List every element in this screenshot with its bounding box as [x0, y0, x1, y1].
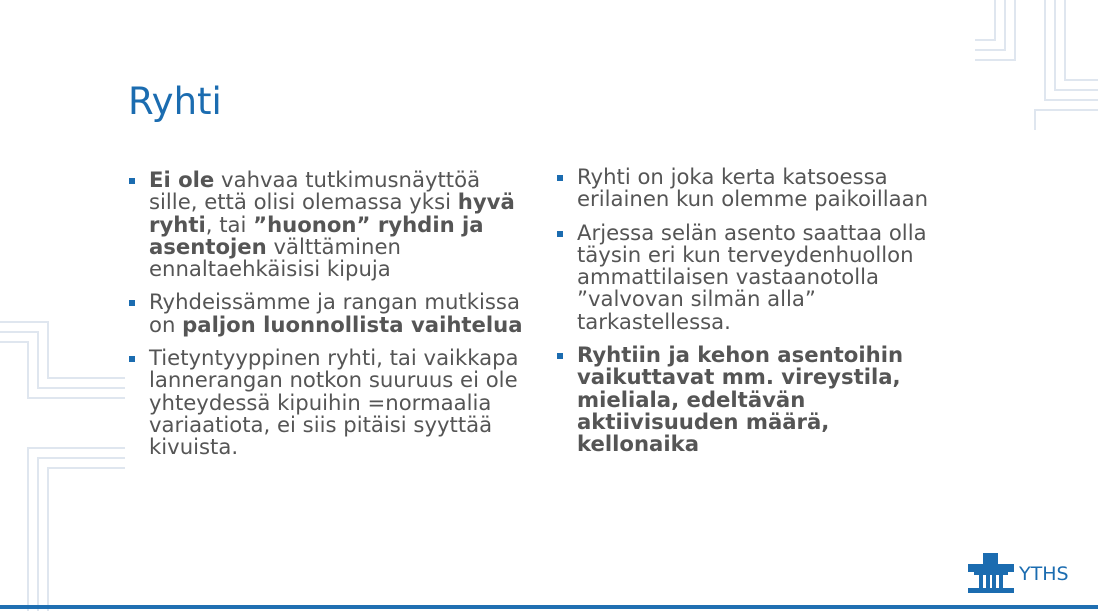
corner-cross-decoration-top-right [975, 0, 1098, 130]
bullet-text-bold: ”huonon” ryhdin ja asentojen [149, 211, 484, 259]
yths-logo [968, 553, 1078, 593]
bullet-item [128, 169, 528, 280]
bullet-text-bold: hyvä ryhti [149, 189, 515, 237]
bullet-text: Arjessa selän asento saattaa olla täysin eri kun terveydenhuollon ammattilaisen vastaanotolla ”valvovan silmän alla” tarkastellessa. [577, 219, 927, 334]
logo-text: YTHS [1019, 563, 1069, 585]
bullet-text: Tietyntyyppinen ryhti, tai vaikkapa lannerangan notkon suuruus ei ole yhteydessä kipuihin =normaalia variaatiota, ei siis pitäisi syyttää kivuista. [149, 345, 519, 460]
bullet-text: Ryhdeissämme ja rangan mutkissa on [149, 289, 520, 337]
bullet-text: , tai [205, 211, 254, 237]
bullet-text: vahvaa tutkimusnäyttöä sille, että olisi olemassa yksi [149, 167, 481, 215]
bullet-text-bold: paljon luonnollista vaihtelua [182, 311, 523, 337]
bullet-item [128, 291, 528, 336]
left-bullet-list [128, 169, 528, 470]
bullet-item [556, 219, 956, 334]
bullet-text: välttäminen ennaltaehkäisisi kipuja [149, 233, 401, 282]
bullet-text-bold: Ryhtiin ja kehon asentoihin vaikuttavat mm. vireystila, mieliala, edeltävän aktiivisuuden määrä, kellonaika [577, 342, 904, 457]
yths-cross-pillar-icon [968, 553, 1014, 593]
right-bullet-list [556, 166, 956, 467]
bullet-item [128, 347, 528, 458]
bullet-text-bold: Ei ole [149, 167, 215, 192]
bullet-item [556, 166, 956, 211]
bullet-text: Ryhti on joka kerta katsoessa erilainen kun olemme paikoillaan [577, 164, 929, 212]
bullet-item [556, 344, 956, 455]
corner-cross-decoration-bottom-left [0, 318, 125, 611]
bottom-accent-line [0, 605, 1098, 609]
slide-title: Ryhti [128, 80, 222, 123]
